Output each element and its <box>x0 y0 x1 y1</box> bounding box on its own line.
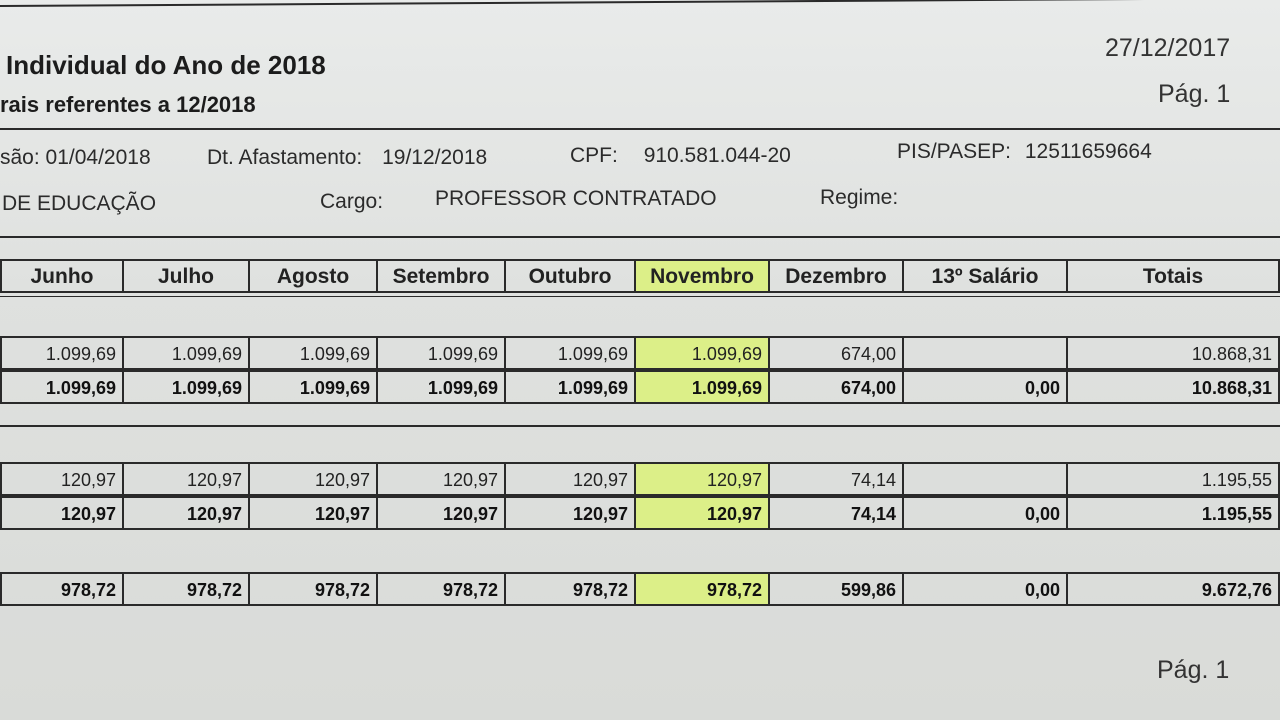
department: DE EDUCAÇÃO <box>2 192 157 215</box>
column-header-2: Agosto <box>250 259 378 293</box>
column-header-3: Setembro <box>378 259 506 293</box>
table-cell: 1.099,69 <box>250 370 378 404</box>
table-cell <box>904 462 1068 496</box>
table-cell: 1.099,69 <box>506 336 636 370</box>
report-subtitle: rais referentes a 12/2018 <box>0 92 256 117</box>
column-header-0: Junho <box>0 259 124 293</box>
print-date: 27/12/2017 <box>1105 34 1231 62</box>
table-cell: 120,97 <box>378 496 506 530</box>
table-row <box>0 336 1280 370</box>
table-cell: 10.868,31 <box>1068 336 1280 370</box>
table-row <box>0 572 1280 606</box>
pis-label: PIS/PASEP: <box>897 140 1011 163</box>
table-cell: 1.099,69 <box>124 370 250 404</box>
table-row <box>0 462 1280 496</box>
table-cell: 120,97 <box>0 496 124 530</box>
table-cell: 74,14 <box>770 496 904 530</box>
table-row <box>0 496 1280 530</box>
table-cell: 120,97 <box>124 496 250 530</box>
table-cell: 0,00 <box>904 496 1068 530</box>
column-header-8: Totais <box>1068 259 1280 293</box>
table-cell: 120,97 <box>124 462 250 496</box>
table-cell: 1.195,55 <box>1068 496 1280 530</box>
pis-value: 12511659664 <box>1024 140 1152 163</box>
column-header-6: Dezembro <box>770 259 904 293</box>
table-cell: 1.099,69 <box>636 336 770 370</box>
info-rule <box>0 236 1280 238</box>
cargo-label: Cargo: <box>320 190 384 213</box>
table-cell: 599,86 <box>770 572 904 606</box>
column-header-1: Julho <box>124 259 250 293</box>
table-cell: 120,97 <box>0 462 124 496</box>
table-cell: 120,97 <box>636 496 770 530</box>
table-cell: 1.099,69 <box>636 370 770 404</box>
regime-label: Regime: <box>820 186 899 209</box>
table-cell: 120,97 <box>506 462 636 496</box>
table-cell: 978,72 <box>0 572 124 606</box>
table-cell: 74,14 <box>770 462 904 496</box>
table-cell: 1.099,69 <box>0 336 124 370</box>
table-cell: 120,97 <box>250 462 378 496</box>
column-header-7: 13º Salário <box>904 259 1068 293</box>
table-cell <box>904 336 1068 370</box>
admission-label: são: <box>0 146 40 169</box>
table-cell: 978,72 <box>636 572 770 606</box>
top-rule <box>0 0 1280 7</box>
table-cell: 10.868,31 <box>1068 370 1280 404</box>
table-row <box>0 370 1280 404</box>
header-under-rule <box>0 296 1280 297</box>
leave-label: Dt. Afastamento: <box>207 146 363 169</box>
admission-value: 01/04/2018 <box>45 146 151 169</box>
table-cell: 120,97 <box>636 462 770 496</box>
cpf-value: 910.581.044-20 <box>643 144 791 167</box>
table-cell: 978,72 <box>124 572 250 606</box>
table-cell: 1.099,69 <box>378 336 506 370</box>
footer-page-number: Pág. 1 <box>1157 656 1230 684</box>
section-rule <box>0 425 1280 427</box>
table-cell: 0,00 <box>904 572 1068 606</box>
cargo-value: PROFESSOR CONTRATADO <box>435 187 717 210</box>
column-header-4: Outubro <box>506 259 636 293</box>
page-number: Pág. 1 <box>1158 80 1231 108</box>
table-cell: 120,97 <box>250 496 378 530</box>
table-cell: 1.099,69 <box>0 370 124 404</box>
table-cell: 1.099,69 <box>250 336 378 370</box>
table-cell: 1.195,55 <box>1068 462 1280 496</box>
table-cell: 120,97 <box>506 496 636 530</box>
table-cell: 978,72 <box>250 572 378 606</box>
table-header <box>0 259 1280 293</box>
column-header-5: Novembro <box>636 259 770 293</box>
leave-value: 19/12/2018 <box>382 146 488 169</box>
table-cell: 978,72 <box>506 572 636 606</box>
table-cell: 1.099,69 <box>124 336 250 370</box>
table-cell: 0,00 <box>904 370 1068 404</box>
table-cell: 120,97 <box>378 462 506 496</box>
header-rule <box>0 128 1280 130</box>
table-cell: 674,00 <box>770 336 904 370</box>
table-cell: 1.099,69 <box>506 370 636 404</box>
table-cell: 978,72 <box>378 572 506 606</box>
cpf-label: CPF: <box>570 144 618 167</box>
table-cell: 1.099,69 <box>378 370 506 404</box>
report-title: Individual do Ano de 2018 <box>6 50 326 80</box>
table-cell: 9.672,76 <box>1068 572 1280 606</box>
table-cell: 674,00 <box>770 370 904 404</box>
